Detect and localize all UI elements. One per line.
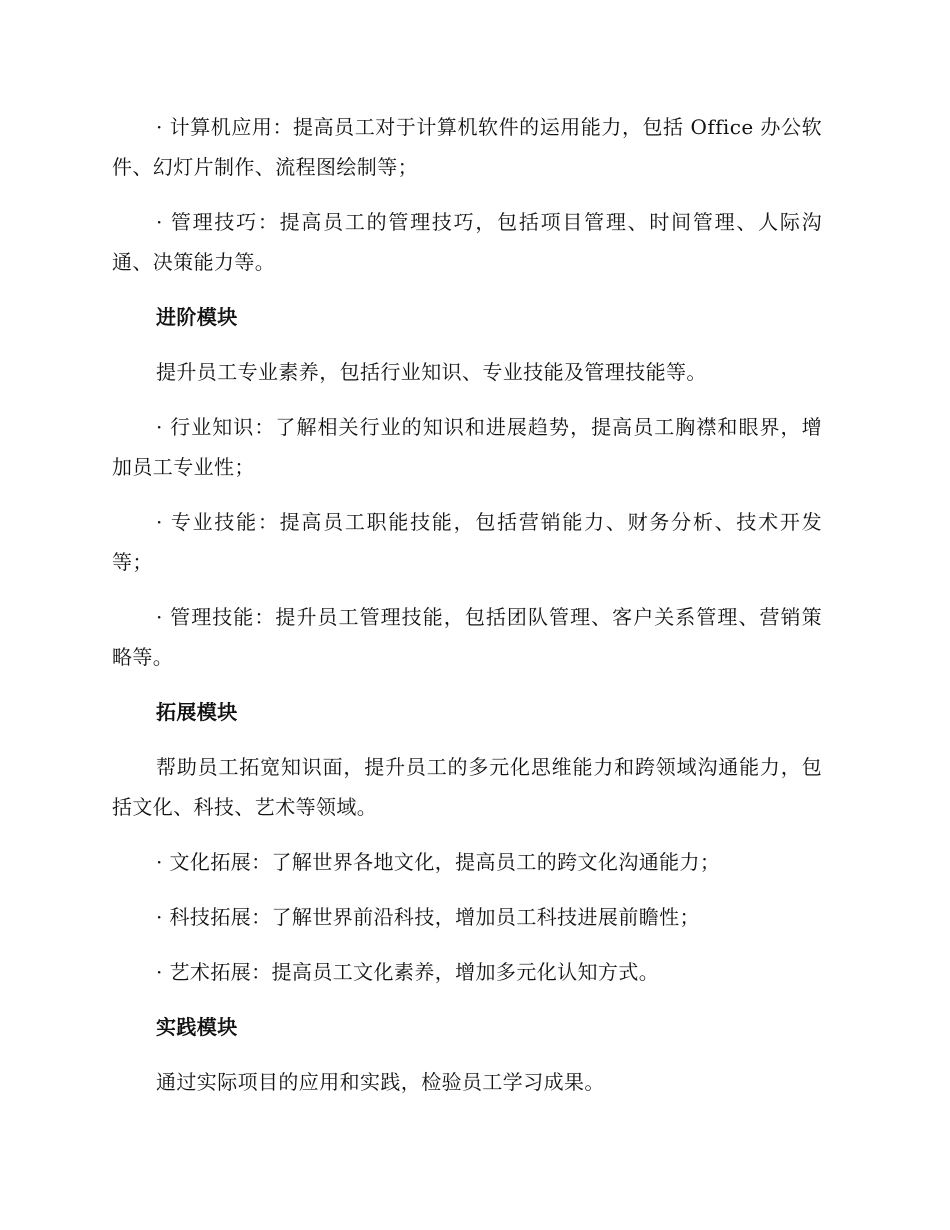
bullet-computer-applications: · 计算机应用：提高员工对于计算机软件的运用能力，包括 Office 办公软件、幻灯片制作、流程图绘制等； xyxy=(112,115,822,179)
advanced-module-intro: 提升员工专业素养，包括行业知识、专业技能及管理技能等。 xyxy=(156,360,707,384)
bullet-industry-knowledge: · 行业知识：了解相关行业的知识和进展趋势，提高员工胸襟和眼界，增加员工专业性； xyxy=(112,415,822,479)
bullet-art-expansion: · 艺术拓展：提高员工文化素养，增加多元化认知方式。 xyxy=(156,960,660,984)
bullet-management-skills-basic: · 管理技巧：提高员工的管理技巧，包括项目管理、时间管理、人际沟通、决策能力等。 xyxy=(112,210,822,274)
practice-module-intro: 通过实际项目的应用和实践，检验员工学习成果。 xyxy=(156,1070,605,1094)
bullet-professional-skills: · 专业技能：提高员工职能技能，包括营销能力、财务分析、技术开发等； xyxy=(112,510,822,574)
heading-expansion-module: 拓展模块 xyxy=(156,700,238,724)
heading-advanced-module: 进阶模块 xyxy=(156,305,238,329)
expansion-module-intro: 帮助员工拓宽知识面，提升员工的多元化思维能力和跨领域沟通能力，包括文化、科技、艺术等领域。 xyxy=(112,755,822,819)
bullet-management-skills: · 管理技能：提升员工管理技能，包括团队管理、客户关系管理、营销策略等。 xyxy=(112,605,822,669)
bullet-technology-expansion: · 科技拓展：了解世界前沿科技，增加员工科技进展前瞻性； xyxy=(156,905,700,929)
document-page xyxy=(112,107,822,1117)
bullet-culture-expansion: · 文化拓展：了解世界各地文化，提高员工的跨文化沟通能力； xyxy=(156,850,721,874)
heading-practice-module: 实践模块 xyxy=(156,1015,238,1039)
